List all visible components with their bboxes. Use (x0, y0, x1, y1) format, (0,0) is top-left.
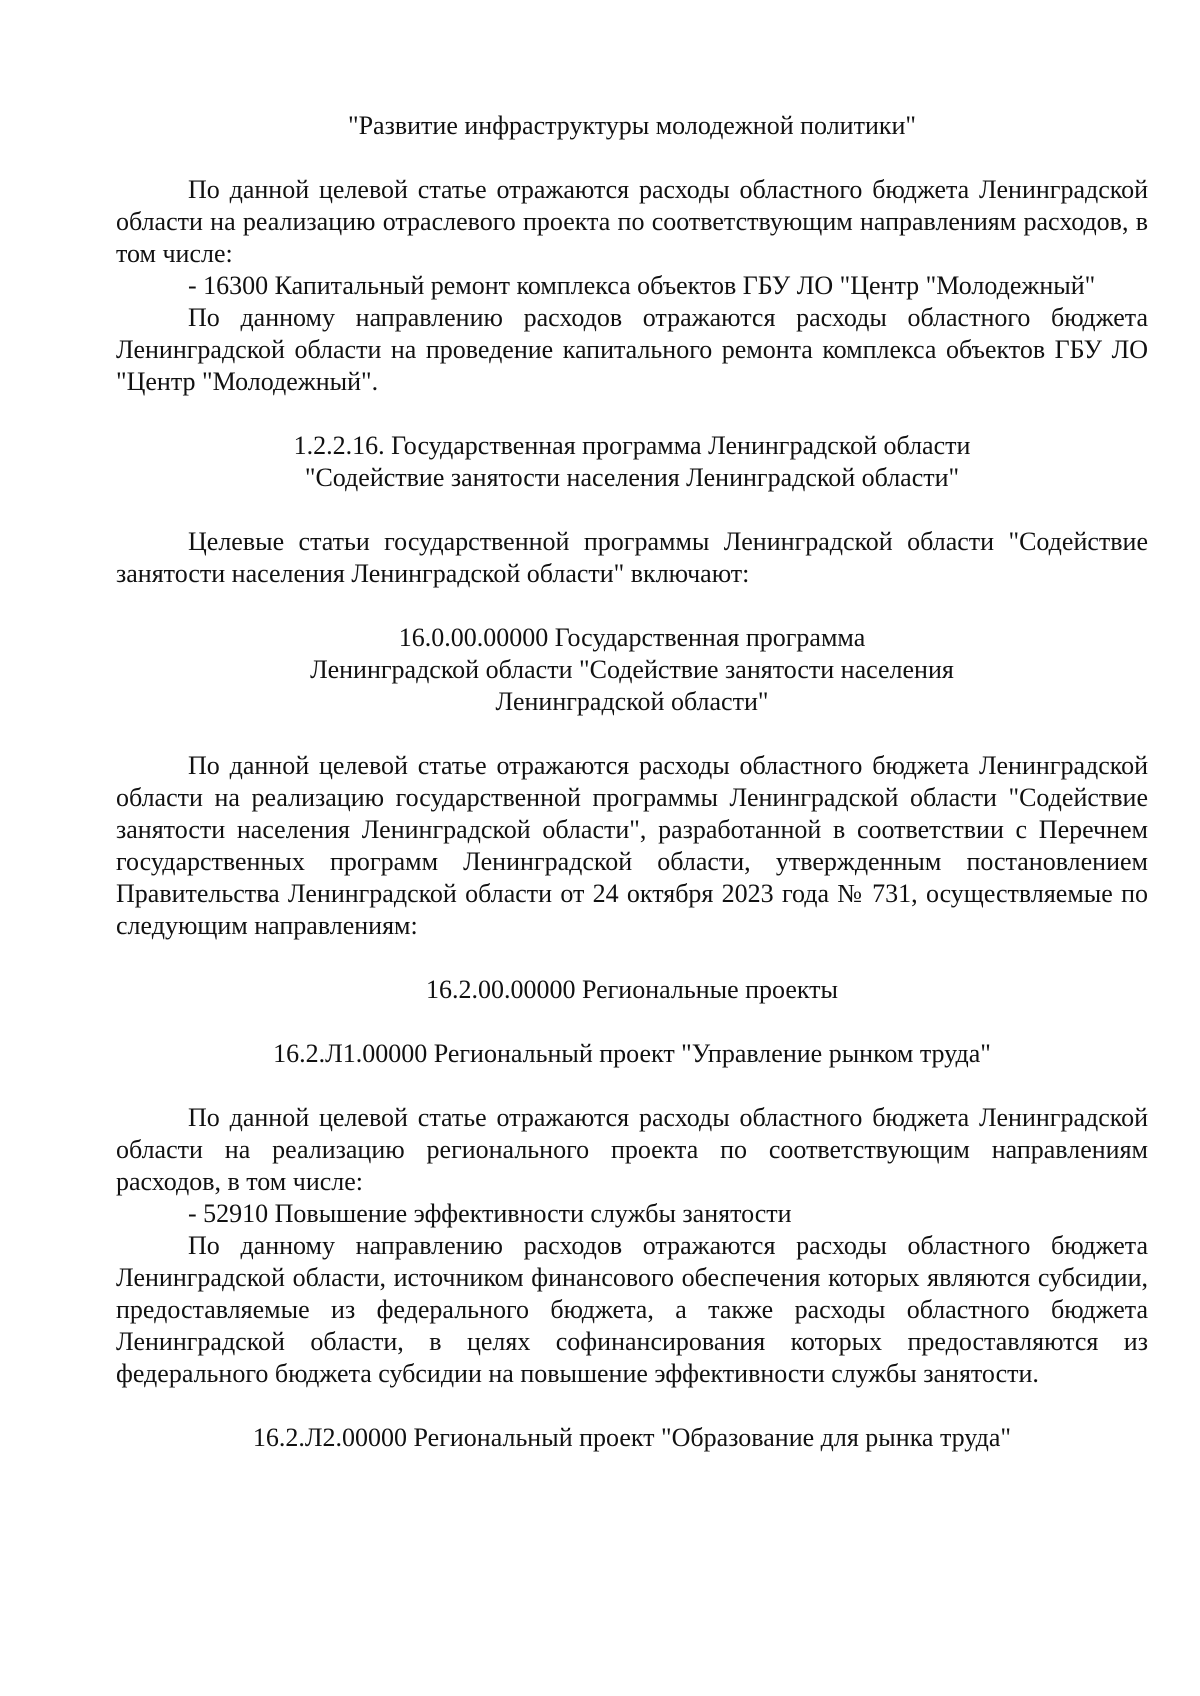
article-heading: 16.2.Л1.00000 Региональный проект "Управление рынком труда" (273, 1039, 991, 1068)
paragraph: По данной целевой статье отражаются расходы областного бюджета Ленинградской области на реализацию государственной программы Ленинградской области "Содействие занятости населения Ленинградской области", разработанной в соответствии с Перечнем государственных программ Ленинградской области, утвержденным постановлением Правительства Ленинградской области от 24 октября 2023 года № 731, осуществляемые по следующим направлениям: (116, 751, 1148, 940)
article-heading-line-1: 16.0.00.00000 Государственная программа (398, 623, 866, 652)
list-item: - 16300 Капитальный ремонт комплекса объектов ГБУ ЛО "Центр "Молодежный" (188, 271, 1096, 300)
program-heading-line-2: "Содействие занятости населения Ленинградской области" (304, 463, 960, 492)
paragraph: По данному направлению расходов отражаются расходы областного бюджета Ленинградской области на проведение капитального ремонта комплекса объектов ГБУ ЛО "Центр "Молодежный". (116, 303, 1148, 396)
article-heading: 16.2.00.00000 Региональные проекты (425, 975, 839, 1004)
section-heading: "Развитие инфраструктуры молодежной политики" (347, 111, 917, 140)
article-heading: 16.2.Л2.00000 Региональный проект "Образование для рынка труда" (252, 1423, 1012, 1452)
article-heading-line-2: Ленинградской области "Содействие занятости населения (310, 655, 954, 684)
paragraph: Целевые статьи государственной программы Ленинградской области "Содействие занятости населения Ленинградской области" включают: (116, 527, 1148, 588)
list-item: - 52910 Повышение эффективности службы занятости (188, 1199, 792, 1228)
paragraph: По данной целевой статье отражаются расходы областного бюджета Ленинградской области на реализацию регионального проекта по соответствующим направлениям расходов, в том числе: (116, 1103, 1148, 1196)
article-heading-line-3: Ленинградской области" (495, 687, 769, 716)
paragraph: По данной целевой статье отражаются расходы областного бюджета Ленинградской области на реализацию отраслевого проекта по соответствующим направлениям расходов, в том числе: (116, 175, 1148, 268)
document-content (116, 110, 1148, 1454)
paragraph: По данному направлению расходов отражаются расходы областного бюджета Ленинградской области, источником финансового обеспечения которых являются субсидии, предоставляемые из федерального бюджета, а также расходы областного бюджета Ленинградской области, в целях софинансирования которых предоставляются из федерального бюджета субсидии на повышение эффективности службы занятости. (116, 1231, 1148, 1388)
program-heading-line-1: 1.2.2.16. Государственная программа Ленинградской области (293, 431, 971, 460)
